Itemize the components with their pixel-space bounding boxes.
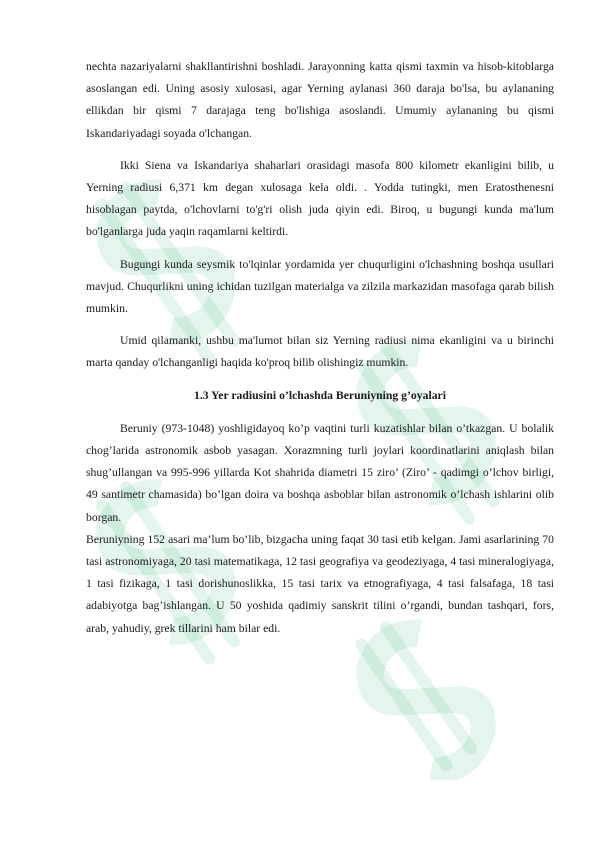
paragraph-5: Beruniy (973-1048) yoshligidayoq ko’p vaqtini turli kuzatishlar bilan o’tkazgan. U bolalik chog’larida astronomik asbob yasagan. Xorazmning turli joylari koordinatlarini aniqlash bilan shug’ullangan va 995-996 yillarda Kot shahrida diametri 15 ziro’ (Ziro’ - qadimgi o’lchov birligi, 49 santimetr chamasida) bo’lgan doira va boshqa asboblar bilan astronomik o’lchash ishlarini olib borgan. xyxy=(86,421,554,524)
paragraph-6: Beruniyning 152 asari ma’lum bo’lib, bizgacha uning faqat 30 tasi etib kelgan. Jami asarlarining 70 tasi astronomiyaga, 20 tasi matematikaga, 12 tasi geografiya va geodeziyaga, 4 tasi mineralogiyaga, 1 tasi fizikaga, 1 tasi dorishunoslikka, 15 tasi tarix va etnografiyaga, 4 tasi falsafaga, 18 tasi adabiyotga bag’ishlangan. U 50 yoshida qadimiy sanskrit tilini o’rgandi, bundan tashqari, fors, arab, yahudiy, grek tillarini ham bilar edi. xyxy=(86,532,554,635)
paragraph-4: Umid qilamanki, ushbu ma'lumot bilan siz Yerning radiusi nima ekanligini va u birinchi marta qanday o'lchanganligi haqida ko'proq bilib olishingiz mumkin. xyxy=(86,334,554,370)
paragraph-2: Ikki Siena va Iskandariya shaharlari orasidagi masofa 800 kilometr ekanligini bilib, u Yerning radiusi 6,371 km degan xulosaga kela oldi. . Yodda tutingki, men Eratosthenesni hisoblagan paytda, o'lchovlarni to'g'ri olish juda qiyin edi. Biroq, u bugungi kunda ma'lum bo'lganlarga juda yaqin raqamlarni keltirdi. xyxy=(86,158,554,239)
paragraph-3: Bugungi kunda seysmik to'lqinlar yordamida yer chuqurligini o'lchashning boshqa usullari mavjud. Chuqurlikni uning ichidan tuzilgan materialga va zilzila markazidan masofaga qarab bilish mumkin. xyxy=(86,257,554,316)
document-body xyxy=(86,56,554,640)
section-heading: 1.3 Yer radiusini o’lchashda Beruniyning g’oyalari xyxy=(194,388,446,402)
paragraph-1: nechta nazariyalarni shakllantirishni boshladi. Jarayonning katta qismi taxmin va hisob-kitoblarga asoslangan edi. Uning asosiy xulosasi, agar Yerning aylanasi 360 daraja bo'lsa, bu aylananing ellikdan bir qismi 7 darajaga teng bo'lishiga asoslandi. Umumiy aylananing bu qismi Iskandariyadagi soyada o'lchangan. xyxy=(86,60,554,140)
